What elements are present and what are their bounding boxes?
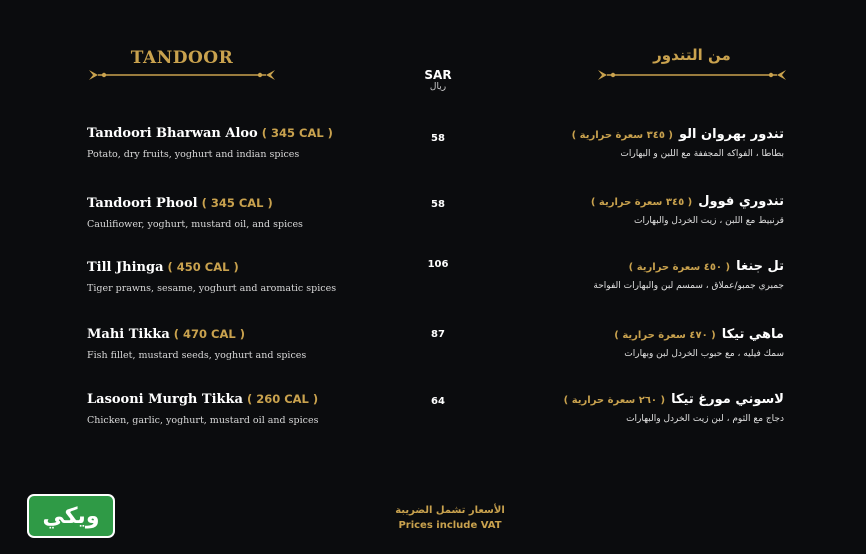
item-description-ar: دجاج مع الثوم ، لبن زيت الخردل والبهارات xyxy=(626,414,784,424)
menu-item-en xyxy=(87,192,407,230)
section-title-en: TANDOOR xyxy=(130,48,234,68)
item-name-en: Mahi Tikka xyxy=(87,327,170,342)
ornament-divider-left xyxy=(88,68,276,82)
menu-item-ar xyxy=(464,190,784,226)
currency-label-ar: ريال xyxy=(429,82,447,92)
menu-item-en xyxy=(87,122,407,160)
menu-item-en xyxy=(87,323,407,361)
menu-item-en xyxy=(87,256,407,294)
item-description-ar: قرنبيط مع اللبن ، زيت الخردل والبهارات xyxy=(634,216,784,226)
item-calories-en: ( 345 CAL ) xyxy=(261,126,333,140)
item-price: 106 xyxy=(427,259,449,270)
item-calories-ar: ( ٢٦٠ سعرة حرارية ) xyxy=(563,395,666,406)
brand-logo xyxy=(27,494,115,538)
menu-item-ar xyxy=(464,123,784,159)
vat-note xyxy=(380,503,520,533)
item-description-en: Potato, dry fruits, yoghurt and indian spices xyxy=(87,149,300,160)
item-price: 58 xyxy=(431,133,445,144)
item-description-en: Tiger prawns, sesame, yoghurt and aromatic spices xyxy=(87,283,337,294)
item-calories-en: ( 345 CAL ) xyxy=(201,196,273,210)
vat-note-en: Prices include VAT xyxy=(398,520,502,531)
item-price: 64 xyxy=(431,396,445,407)
item-name-en: Tandoori Bharwan Aloo xyxy=(87,126,258,141)
item-price: 58 xyxy=(431,199,445,210)
item-description-ar: سمك فيليه ، مع حبوب الخردل لبن وبهارات xyxy=(624,349,784,359)
item-name-en: Tandoori Phool xyxy=(87,196,198,211)
menu-item-ar xyxy=(464,323,784,359)
item-price: 87 xyxy=(431,329,445,340)
currency-label: SAR xyxy=(424,68,452,82)
item-calories-ar: ( ٤٧٠ سعرة حرارية ) xyxy=(614,330,716,341)
item-calories-en: ( 450 CAL ) xyxy=(167,260,239,274)
item-description-en: Caulifiower, yoghurt, mustard oil, and spices xyxy=(87,219,303,230)
item-description-en: Chicken, garlic, yoghurt, mustard oil and spices xyxy=(87,415,319,426)
item-calories-ar: ( ٤٥٠ سعرة حرارية ) xyxy=(628,262,731,273)
menu-item-ar xyxy=(464,255,784,291)
brand-logo-text: ويكي xyxy=(42,503,100,529)
item-name-en: Till Jhinga xyxy=(87,260,164,275)
item-name-en: Lasooni Murgh Tikka xyxy=(87,392,243,407)
menu-item-ar xyxy=(464,388,784,424)
item-name-ar: تندوري فوول xyxy=(698,194,784,209)
item-description-ar: جمبري جمبو/عملاق ، سمسم لبن والبهارات الفواحة xyxy=(593,281,784,291)
item-calories-en: ( 470 CAL ) xyxy=(173,327,245,341)
ornament-divider-right xyxy=(597,68,787,82)
item-name-ar: تندور بهروان الو xyxy=(679,127,784,142)
item-name-ar: ماهي تيكا xyxy=(721,327,784,342)
price-column-header xyxy=(416,68,460,92)
section-title-ar: من التندور xyxy=(653,46,731,64)
item-calories-ar: ( ٣٤٥ سعرة حرارية ) xyxy=(571,130,674,141)
item-description-ar: بطاطا ، الفواكه المجففة مع اللبن و البهارات xyxy=(620,149,784,159)
vat-note-ar: الأسعار تشمل الضريبة xyxy=(395,505,505,516)
item-name-ar: لاسوني مورغ تيكا xyxy=(671,392,784,407)
item-description-en: Fish fillet, mustard seeds, yoghurt and spices xyxy=(87,350,307,361)
item-calories-en: ( 260 CAL ) xyxy=(246,392,319,406)
item-calories-ar: ( ٣٤٥ سعرة حرارية ) xyxy=(590,197,693,208)
item-name-ar: تل جنغا xyxy=(736,259,784,274)
menu-item-en xyxy=(87,388,407,426)
